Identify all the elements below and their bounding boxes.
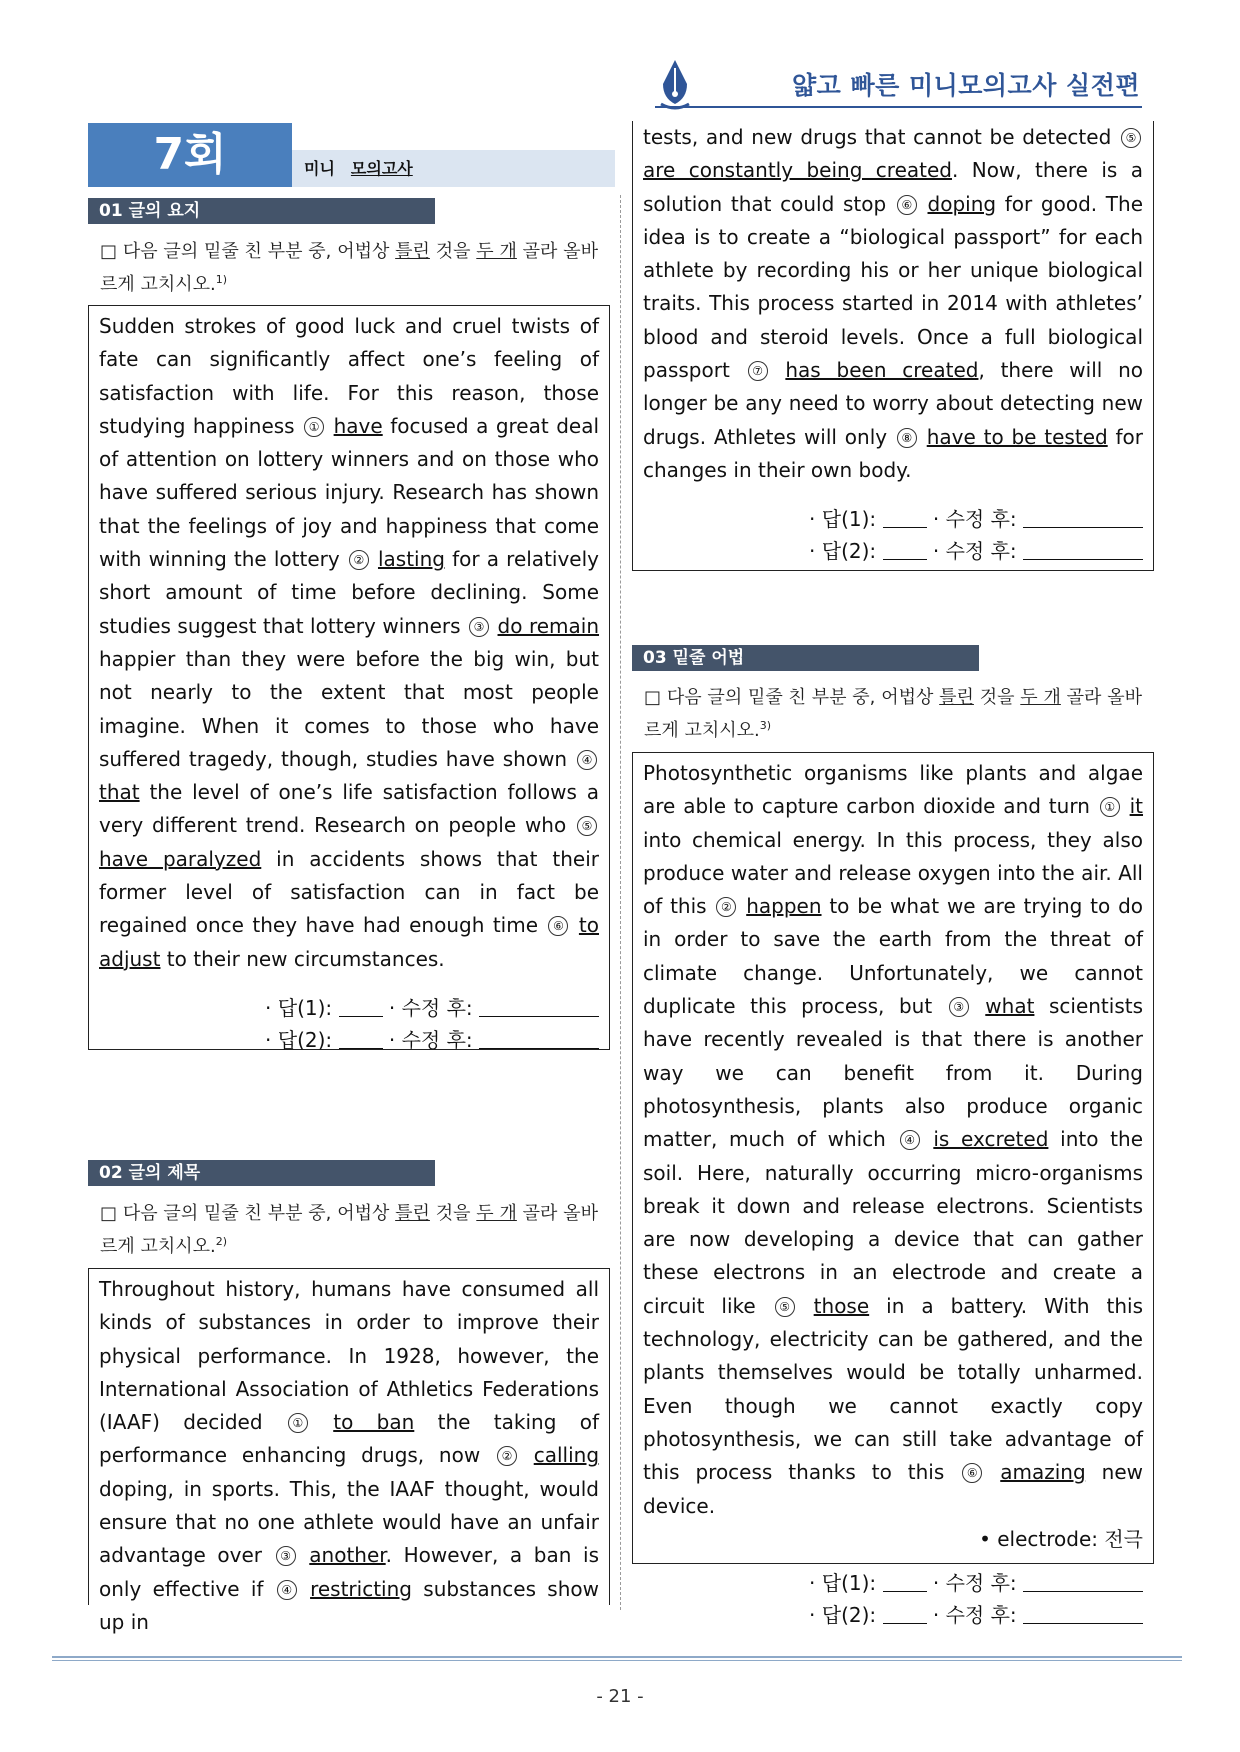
footer-rule <box>52 1656 1182 1658</box>
answer-blank[interactable] <box>339 1028 383 1049</box>
answer-row-2-q2: · 답(2): · 수정 후: <box>643 535 1143 567</box>
fountain-pen-nib-icon <box>657 58 693 112</box>
correction-blank[interactable] <box>1023 507 1143 528</box>
instruction-q1: □ 다음 글의 밑줄 친 부분 중, 어법상 틀린 것을 두 개 골라 올바르게 고치시오.$^{1)}$ <box>100 241 599 295</box>
answer-row-1-q3: · 답(1): · 수정 후: <box>643 1567 1143 1599</box>
header-rule <box>655 106 1142 108</box>
round-subtitle-mini: 미니 <box>304 159 335 178</box>
round-subtitle <box>292 150 615 187</box>
answer-row-2-q1: · 답(2): · 수정 후: <box>99 1024 599 1056</box>
column-divider <box>620 195 621 1610</box>
passage-q2-part2: tests, and new drugs that cannot be detected ⑤ are constantly being created. Now, there is a solution that could stop ⑥ doping for good. The idea is to create a “biological passport” for each athlete by recording his or her unique biological traits. This process started in 2014 with athletes’ blood and steroid levels. Once a full biological passport ⑦ has been created, there will no longer be any need to worry about detecting new drugs. Athletes will only ⑧ have to be tested for changes in their own body. <box>643 125 1144 482</box>
answer-blank[interactable] <box>883 539 927 560</box>
passage-box-q2-part1 <box>88 1268 610 1634</box>
answer-row-1-q1: · 답(1): · 수정 후: <box>99 992 599 1024</box>
instruction-q2: □ 다음 글의 밑줄 친 부분 중, 어법상 틀린 것을 두 개 골라 올바르게 고치시오.$^{2)}$ <box>100 1203 599 1257</box>
correction-blank[interactable] <box>479 1028 599 1049</box>
page-number: - 21 - <box>596 1686 644 1707</box>
answer-blank[interactable] <box>339 996 383 1017</box>
section-header-q3: 03 밑줄 어법 <box>632 645 979 671</box>
correction-blank[interactable] <box>479 996 599 1017</box>
vocab-note: • electrode: 전극 <box>979 1526 1143 1551</box>
passage-q3: Photosynthetic organisms like plants and algae are able to capture carbon dioxide and turn ① it into chemical energy. In this process, they also produce water and release oxygen into the air. All of this ② happen to be what we are trying to do in order to save the earth from the threat of climate change. Unfortunately, we cannot duplicate this process, but ③ what scientists have recently revealed is that there is another way we can benefit from it. During photosynthesis, plants also produce organic matter, much of which ④ is excreted into the soil. Here, naturally occurring micro-organisms break it down and release electrons. Scientists are now developing a device that can gather these electrons in an electrode and create a circuit like ⑤ those in a battery. With this technology, electricity can be gathered, and the plants themselves would be totally unharmed. Even though we cannot exactly copy photosynthesis, we can still take advantage of this process thanks to this ⑥ amazing new device. <box>643 761 1144 1518</box>
round-subtitle-exam: 모의고사 <box>350 159 413 178</box>
correction-blank[interactable] <box>1023 1603 1143 1624</box>
book-title: 얇고 빠른 미니모의고사 실전편 <box>791 71 1140 100</box>
section-header-q1: 01 글의 요지 <box>88 198 435 224</box>
answer-blank[interactable] <box>883 507 927 528</box>
passage-box-q1 <box>88 305 610 1050</box>
passage-q1: Sudden strokes of good luck and cruel twists of fate can significantly affect one’s feeling of satisfaction with life. For this reason, those studying happiness ① have focused a great deal of attention on lottery winners and on those who have suffered serious injury. Research has shown that the feelings of joy and happiness that come with winning the lottery ② lasting for a relatively short amount of time before declining. Some studies suggest that lottery winners ③ do remain happier than they were before the big win, but not nearly to the extent that most people imagine. When it comes to those who have suffered tragedy, though, studies have shown ④ that the level of one’s life satisfaction follows a very different trend. Research on people who ⑤ have paralyzed in accidents shows that their former level of satisfaction can in fact be regained once they have had enough time ⑥ to adjust to their new circumstances. <box>99 314 600 971</box>
passage-box-q2-part2 <box>632 121 1154 571</box>
correction-blank[interactable] <box>1023 1571 1143 1592</box>
section-header-q2: 02 글의 제목 <box>88 1160 435 1186</box>
correction-blank[interactable] <box>1023 539 1143 560</box>
answer-row-1-q2: · 답(1): · 수정 후: <box>643 503 1143 535</box>
footer-rule <box>52 1660 1182 1661</box>
answer-blank[interactable] <box>883 1603 927 1624</box>
instruction-q3: □ 다음 글의 밑줄 친 부분 중, 어법상 틀린 것을 두 개 골라 올바르게 고치시오.$^{3)}$ <box>644 687 1143 741</box>
passage-box-q3 <box>632 752 1154 1627</box>
passage-q2-part1: Throughout history, humans have consumed all kinds of substances in order to improve their physical performance. In 1928, however, the International Association of Athletics Federations (IAAF) decided ① to ban the taking of performance enhancing drugs, now ② calling doping, in sports. This, the IAAF thought, would ensure that no one athlete would have an unfair advantage over ③ another. However, a ban is only effective if ④ restricting substances show up in <box>99 1277 600 1634</box>
answer-blank[interactable] <box>883 1571 927 1592</box>
answer-row-2-q3: · 답(2): · 수정 후: <box>643 1599 1143 1631</box>
round-number: 7회 <box>88 123 292 187</box>
